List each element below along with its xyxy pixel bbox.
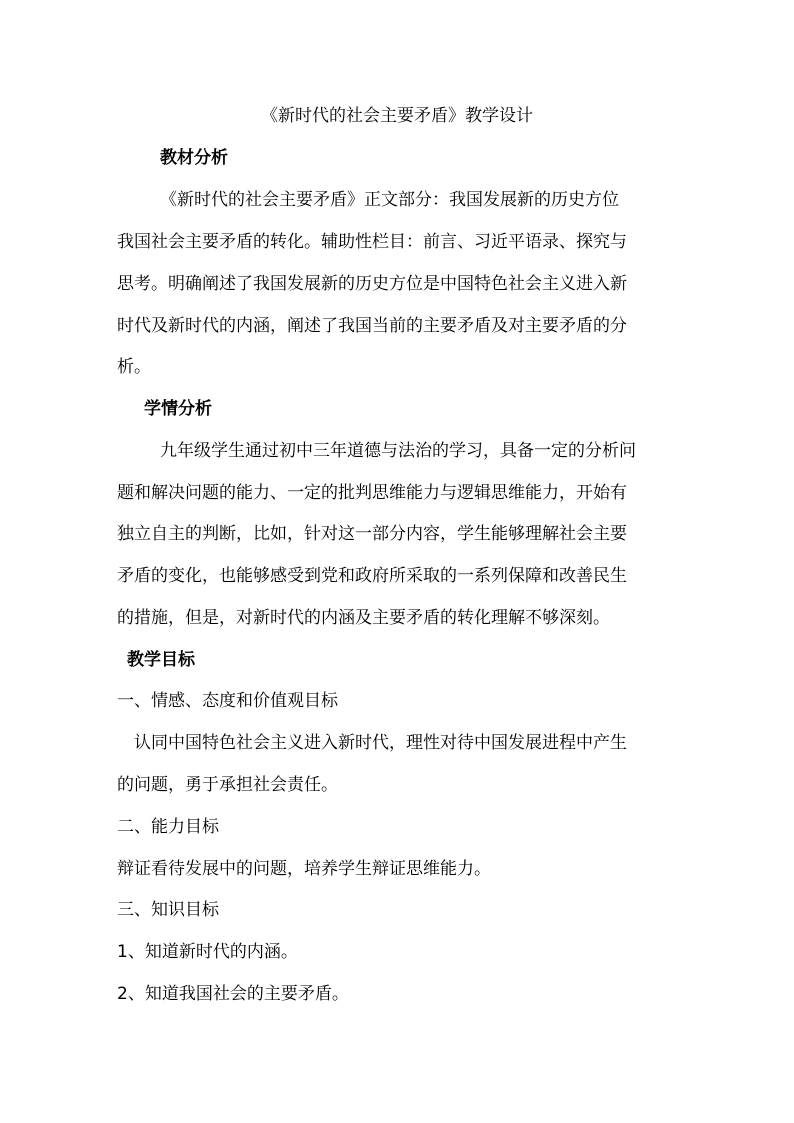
subsection-heading-emotion-goal: 一、情感、态度和价值观目标 (117, 691, 338, 711)
subsection-heading-ability-goal: 二、能力目标 (117, 817, 219, 837)
paragraph-line: 九年级学生通过初中三年道德与法治的学习，具备一定的分析问 (160, 441, 636, 461)
paragraph-line: 题和解决问题的能力、一定的批判思维能力与逻辑思维能力，开始有 (117, 483, 627, 503)
list-item: 2、知道我国社会的主要矛盾。 (117, 984, 349, 1004)
section-heading-student-analysis: 学情分析 (144, 399, 212, 419)
paragraph-line: 认同中国特色社会主义进入新时代，理性对待中国发展进程中产生 (134, 733, 627, 753)
section-heading-teaching-objectives: 教学目标 (127, 650, 195, 670)
list-item: 1、知道新时代的内涵。 (117, 942, 298, 962)
paragraph-line: 析。 (117, 357, 151, 377)
paragraph-line: 思考。明确阐述了我国发展新的历史方位是中国特色社会主义进入新 (117, 274, 627, 294)
paragraph-line: 《新时代的社会主要矛盾》正文部分：我国发展新的历史方位 (160, 190, 619, 210)
paragraph-line: 的问题，勇于承担社会责任。 (117, 775, 338, 795)
paragraph-line: 时代及新时代的内涵，阐述了我国当前的主要矛盾及对主要矛盾的分 (117, 316, 627, 336)
paragraph-line: 独立自主的判断，比如，针对这一部分内容，学生能够理解社会主要 (117, 524, 627, 544)
subsection-heading-knowledge-goal: 三、知识目标 (117, 900, 219, 920)
document-title: 《新时代的社会主要矛盾》教学设计 (261, 106, 533, 126)
paragraph-line: 矛盾的变化，也能够感受到党和政府所采取的一系列保障和改善民生 (117, 566, 627, 586)
paragraph-line: 辩证看待发展中的问题，培养学生辩证思维能力。 (117, 859, 491, 879)
paragraph-line: 的措施，但是，对新时代的内涵及主要矛盾的转化理解不够深刻。 (117, 608, 610, 628)
section-heading-textbook-analysis: 教材分析 (160, 148, 228, 168)
paragraph-line: 我国社会主要矛盾的转化。辅助性栏目：前言、习近平语录、探究与 (117, 232, 627, 252)
